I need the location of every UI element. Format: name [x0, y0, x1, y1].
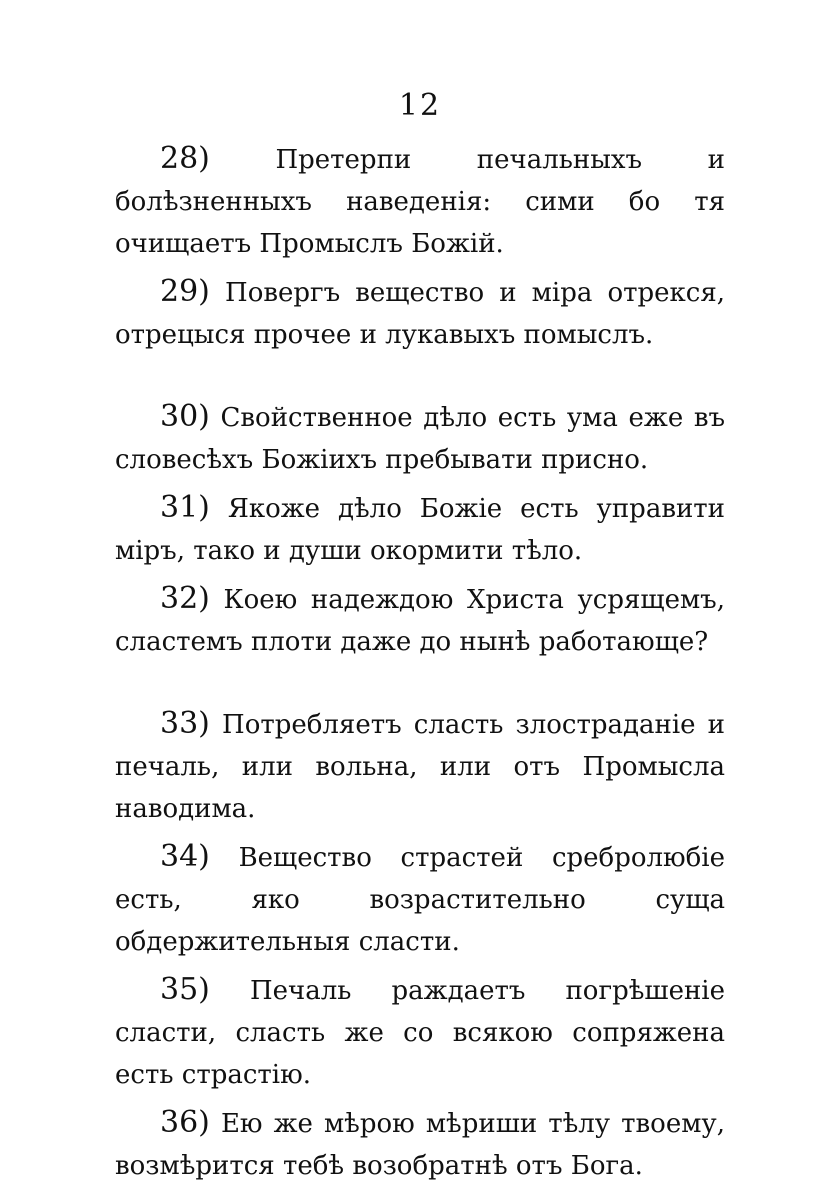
paragraph-number: 31): [160, 490, 210, 525]
paragraph-31: [115, 487, 725, 572]
paragraph-34: [115, 836, 725, 963]
page-number: 12: [398, 88, 442, 123]
paragraph-text: Повергъ вещество и міра отрекся, отрецыся прочее и лукавыхъ помыслъ.: [115, 278, 725, 350]
paragraph-36: [115, 1102, 725, 1187]
paragraph-33: [115, 703, 725, 830]
paragraph-number: 35): [160, 972, 210, 1007]
paragraph-number: 34): [160, 839, 210, 874]
paragraph-text: Потребляетъ сласть злостраданіе и печаль, или вольна, или отъ Промысла наводима.: [115, 710, 725, 824]
paragraph-text: Свойственное дѣло есть ума еже въ словесѣхъ Божіихъ пребывати присно.: [115, 403, 726, 475]
paragraph-32: [115, 578, 725, 663]
paragraph-28: [115, 138, 725, 265]
text-body: [115, 138, 725, 1193]
paragraph-text: Ею же мѣрою мѣриши тѣлу твоему, возмѣрится тебѣ возобратнѣ отъ Бога.: [115, 1109, 725, 1181]
paragraph-number: 32): [160, 581, 210, 616]
paragraph-number: 28): [160, 141, 210, 176]
paragraph-text: Претерпи печальныхъ и болѣзненныхъ наведенія: сими бо тя очищаетъ Промыслъ Божій.: [115, 145, 725, 259]
paragraph-text: Вещество страстей сребролюбіе есть, яко возрастительно суща обдержительныя сласти.: [115, 843, 725, 957]
paragraph-text: Коею надеждою Христа усрящемъ, сластемъ плоти даже до нынѣ работающе?: [115, 585, 725, 657]
paragraph-text: Печаль раждаетъ погрѣшеніе сласти, сласть же со всякою сопряжена есть страстію.: [115, 976, 725, 1090]
paragraph-35: [115, 969, 725, 1096]
paragraph-number: 29): [160, 274, 210, 309]
paragraph-29: [115, 271, 725, 356]
paragraph-30: [115, 396, 725, 481]
paragraph-number: 33): [160, 706, 210, 741]
paragraph-text: Якоже дѣло Божіе есть управити міръ, тако и души окормити тѣло.: [115, 494, 725, 566]
paragraph-number: 30): [160, 399, 210, 434]
paragraph-number: 36): [160, 1105, 210, 1140]
